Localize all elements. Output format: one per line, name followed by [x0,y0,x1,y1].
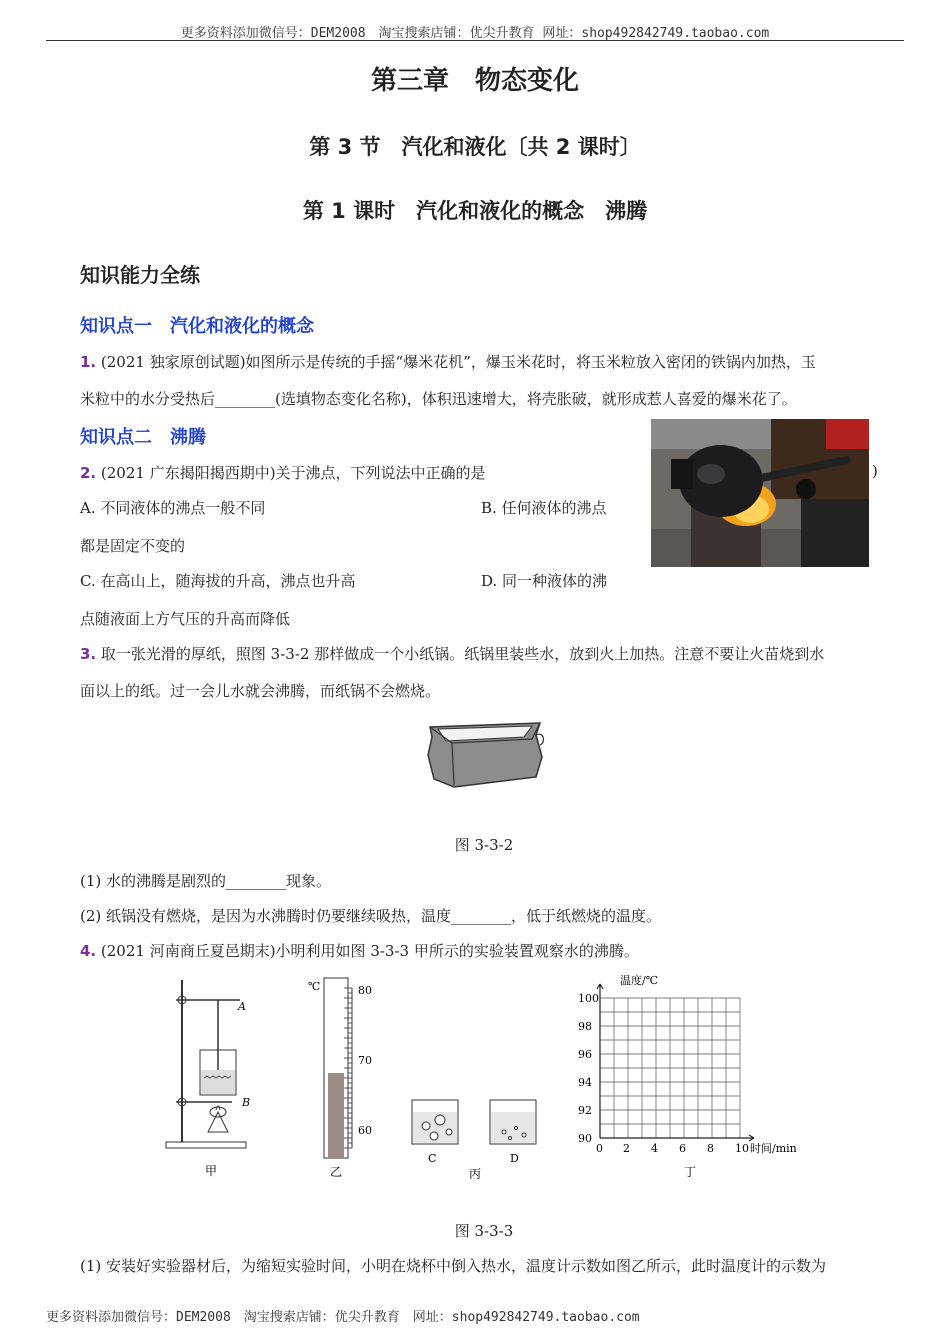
graph-ytick: 92 [578,1104,592,1117]
graph-ytick: 94 [578,1076,592,1089]
q3-line2: 面以上的纸。过一会儿水就会沸腾，而纸锅不会燃烧。 [80,682,441,700]
graph-ding [578,973,797,1179]
label-yi: 乙 [330,1165,343,1179]
chapter-title: 第三章 物态变化 [370,66,579,96]
q2-option-b-cont: 都是固定不变的 [80,537,186,555]
graph-ytick: 96 [578,1048,592,1061]
q3-sub2: (2) 纸锅没有燃烧，是因为水沸腾时仍要继续吸热，温度________，低于纸燃烧的温度。 [80,907,662,925]
graph-xtick: 0 [596,1142,603,1155]
fig-3-3-3 [160,970,810,1185]
q3-line1 [80,643,824,664]
q1-text1: (2021 独家原创试题)如图所示是传统的手摇“爆米花机”，爆玉米花时，将玉米粒放入密闭的铁锅内加热，玉 [96,353,816,371]
q2-option-a: A. 不同液体的沸点一般不同 [80,499,266,517]
q4-number: 4. [80,942,97,960]
label-jia: 甲 [205,1164,218,1178]
apparatus-jia [166,980,250,1178]
graph-ytick: 90 [578,1132,592,1145]
graph-ylabel: 温度/℃ [620,974,659,987]
q2-option-b: B. 任何液体的沸点 [481,499,607,517]
beakers-bing [412,1100,536,1181]
knowledge-point-2: 知识点二 沸腾 [80,427,206,448]
fig-3-3-2-caption: 图 3-3-2 [454,836,514,854]
graph-xtick: 2 [623,1142,630,1155]
thermo-tick-80: 80 [358,984,372,997]
knowledge-point-1: 知识点一 汽化和液化的概念 [80,316,314,337]
graph-axes [597,984,754,1141]
paper-pot-figure [424,717,546,791]
q2-option-c: C. 在高山上，随海拔的升高，沸点也升高 [80,572,356,590]
q3-text1: 取一张光滑的厚纸，照图 3-3-2 那样做成一个小纸锅。纸锅里装些水，放到火上加热。注意不要让火苗烧到水 [96,645,825,663]
thermo-tick-70: 70 [358,1054,372,1067]
q2-paren-close: ) [872,462,878,480]
graph-xlabel: 时间/min [750,1142,797,1155]
q2-option-d-cont: 点随液面上方气压的升高而降低 [80,610,291,628]
header-divider [46,40,904,41]
section-title: 第 3 节 汽化和液化〔共 2 课时〕 [309,135,641,159]
q3-number: 3. [80,645,97,663]
practice-title: 知识能力全练 [80,263,200,287]
page-footer: 更多资料添加微信号：DEM2008 淘宝搜索店铺：优尖升教育 网址：shop492842749.taobao.com [46,1310,640,1325]
label-B: B [242,1096,251,1109]
graph-xtick: 10 [735,1142,749,1155]
graph-xtick: 8 [707,1142,714,1155]
graph-ytick: 98 [578,1020,592,1033]
q2-stem [80,462,486,483]
lesson-title: 第 1 课时 汽化和液化的概念 沸腾 [302,199,648,223]
label-C: C [428,1152,437,1165]
thermo-tick-60: 60 [358,1124,372,1137]
page-header: 更多资料添加微信号：DEM2008 淘宝搜索店铺：优尖升教育 网址：shop492842749.taobao.com [180,26,770,41]
q2-stem-text: (2021 广东揭阳揭西期中)关于沸点，下列说法中正确的是 [96,464,486,482]
fig-3-3-3-caption: 图 3-3-3 [454,1222,514,1240]
q1-line2: 米粒中的水分受热后________(选填物态变化名称)，体积迅速增大，将壳胀破，就形成惹人喜爱的爆米花了。 [80,390,797,408]
thermo-unit: ℃ [308,980,321,993]
q4-sub1: (1) 安装好实验器材后，为缩短实验时间，小明在烧杯中倒入热水，温度计示数如图乙所示，此时温度计的示数为 [80,1257,827,1275]
q1-line1 [80,351,816,372]
popcorn-machine-photo [651,419,869,567]
thermometer-yi [308,978,372,1179]
q1-number: 1. [80,353,97,371]
q2-option-d: D. 同一种液体的沸 [481,572,608,590]
label-D: D [510,1152,519,1165]
graph-ytick: 100 [578,992,599,1005]
q2-number: 2. [80,464,97,482]
label-ding: 丁 [684,1165,697,1179]
q4-stem-text: (2021 河南商丘夏邑期末)小明利用如图 3-3-3 甲所示的实验装置观察水的沸腾。 [96,942,639,960]
label-A: A [238,1000,246,1013]
q3-sub1: (1) 水的沸腾是剧烈的________现象。 [80,872,332,890]
q4-stem [80,940,639,961]
label-bing: 丙 [469,1167,482,1181]
graph-xtick: 4 [651,1142,658,1155]
graph-xtick: 6 [679,1142,686,1155]
